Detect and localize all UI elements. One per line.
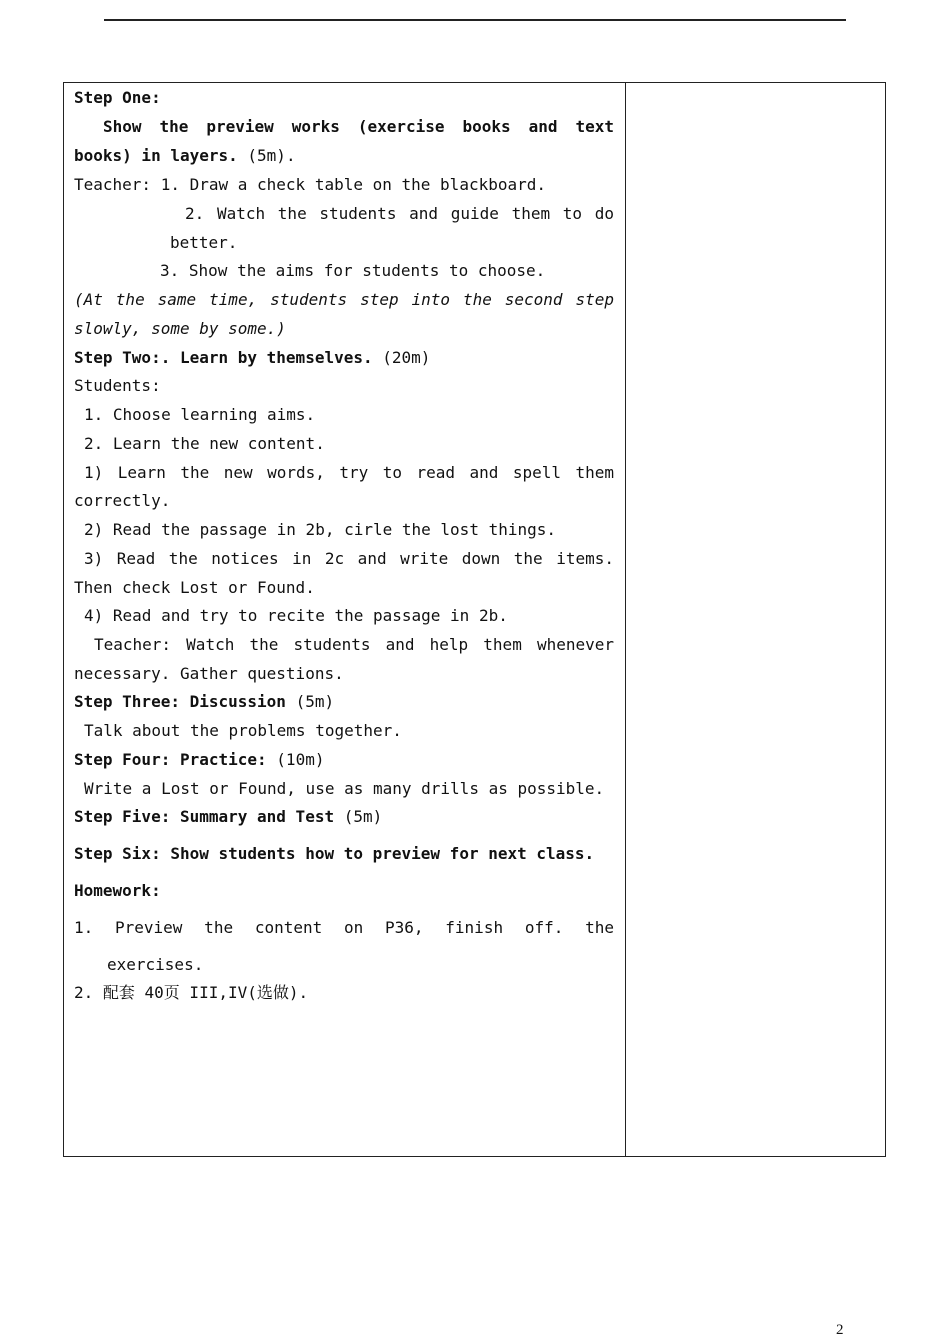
students-label: Students: <box>74 376 161 395</box>
teacher-note-line1: Teacher: Watch the students and help them whenever <box>94 635 614 654</box>
step-one-note-line2: slowly, some by some.) <box>74 319 286 338</box>
step-one-note-line1: (At the same time, students step into the second step <box>74 290 614 309</box>
step-four-heading-line <box>74 748 324 772</box>
step-two-heading-line <box>74 346 430 370</box>
step-four-heading: Step Four: Practice: <box>74 750 267 769</box>
step-three-time: (5m) <box>295 692 335 711</box>
step-one-title-line2: books) in layers. (5m). <box>74 146 296 165</box>
sub-item2: 2) Read the passage in 2b, cirle the lost things. <box>84 520 557 539</box>
step-two-time: (20m) <box>382 348 431 367</box>
student-item1: 1. Choose learning aims. <box>84 405 316 424</box>
sub-item1-line2: correctly. <box>74 491 171 510</box>
step-three-heading-line <box>74 690 334 714</box>
step-five-heading: Step Five: Summary and Test <box>74 807 335 826</box>
notes-cell <box>626 83 885 1156</box>
teacher-item2-line1: 2. Watch the students and guide them to do <box>185 204 614 223</box>
teacher-note-line2: necessary. Gather questions. <box>74 664 344 683</box>
step-six-heading: Step Six: Show students how to preview for next class. <box>74 844 595 863</box>
step-two-heading: Step Two:. Learn by themselves. <box>74 348 373 367</box>
homework-item1-line2: exercises. <box>107 955 204 974</box>
teacher-item3: 3. Show the aims for students to choose. <box>160 261 546 280</box>
homework-item1-line1: 1. Preview the content on P36, finish off. the <box>74 918 614 937</box>
step-five-heading-line <box>74 805 382 829</box>
step-four-time: (10m) <box>276 750 325 769</box>
sub-item3-line1: 3) Read the notices in 2c and write down the items. <box>84 549 614 568</box>
sub-item4: 4) Read and try to recite the passage in 2b. <box>84 606 508 625</box>
teacher-item2-line2: better. <box>170 233 238 252</box>
homework-heading: Homework: <box>74 881 161 900</box>
teacher-intro: Teacher: 1. Draw a check table on the blackboard. <box>74 175 547 194</box>
student-item2: 2. Learn the new content. <box>84 434 325 453</box>
step-three-text: Talk about the problems together. <box>84 721 402 740</box>
sub-item1-line1: 1) Learn the new words, try to read and spell them <box>84 463 614 482</box>
step-one-time: (5m). <box>247 146 296 165</box>
header-rule <box>104 19 846 21</box>
step-one-heading: Step One: <box>74 88 161 107</box>
page-number: 2 <box>836 1322 844 1338</box>
lesson-table <box>63 82 886 1157</box>
sub-item3-line2: Then check Lost or Found. <box>74 578 315 597</box>
step-one-title-line1: Show the preview works (exercise books and text <box>103 117 614 136</box>
step-four-text: Write a Lost or Found, use as many drills as possible. <box>84 779 605 798</box>
homework-item2: 2. 配套 40页 III,IV(选做). <box>74 983 309 1002</box>
step-three-heading: Step Three: Discussion <box>74 692 286 711</box>
step-five-time: (5m) <box>343 807 383 826</box>
